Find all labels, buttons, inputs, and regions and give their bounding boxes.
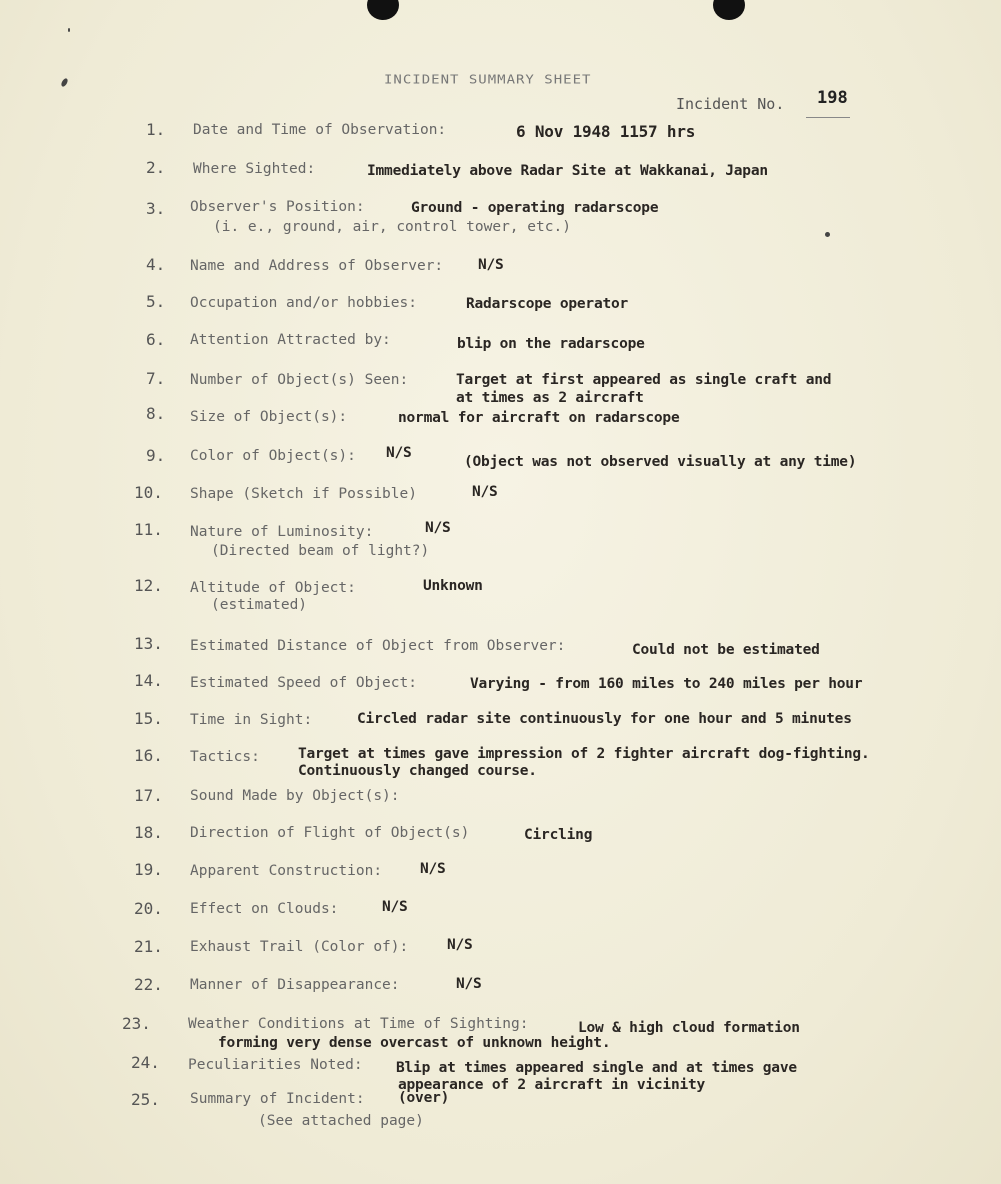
item-label: Apparent Construction: <box>190 863 383 879</box>
item-number: 7. <box>146 369 166 388</box>
item-answer: N/S <box>447 937 473 953</box>
item-answer: Varying - from 160 miles to 240 miles per hour <box>470 676 863 692</box>
item-sublabel: (estimated) <box>211 597 308 613</box>
item-number: 20. <box>134 899 163 918</box>
item-number: 8. <box>146 404 166 423</box>
item-number: 22. <box>134 975 163 994</box>
item-answer-continued: forming very dense overcast of unknown height. <box>218 1035 611 1051</box>
item-label: Where Sighted: <box>193 161 316 177</box>
item-label: Estimated Speed of Object: <box>190 675 417 691</box>
item-label: Estimated Distance of Object from Observer: <box>190 638 566 654</box>
item-label: Attention Attracted by: <box>190 332 391 348</box>
item-number: 11. <box>134 520 163 539</box>
item-number: 16. <box>134 746 163 765</box>
item-number: 18. <box>134 823 163 842</box>
item-answer: Ground - operating radarscope <box>411 200 659 216</box>
item-answer: Circled radar site continuously for one hour and 5 minutes <box>357 711 852 727</box>
item-label: Color of Object(s): <box>190 448 356 464</box>
item-number: 1. <box>146 120 166 139</box>
item-answer-continued: (Object was not observed visually at any time) <box>464 454 857 470</box>
item-answer: (over) <box>398 1090 450 1106</box>
item-number: 17. <box>134 786 163 805</box>
item-label: Altitude of Object: <box>190 580 356 596</box>
item-answer: Immediately above Radar Site at Wakkanai, Japan <box>367 163 768 179</box>
punch-hole-right <box>713 0 745 20</box>
item-sublabel: (Directed beam of light?) <box>211 543 430 559</box>
punch-hole-left <box>367 0 399 20</box>
item-answer: Unknown <box>423 578 483 594</box>
ink-speck <box>825 232 830 237</box>
item-label: Peculiarities Noted: <box>188 1057 363 1073</box>
item-label: Date and Time of Observation: <box>193 122 447 138</box>
item-label: Shape (Sketch if Possible) <box>190 486 417 502</box>
item-answer: Target at first appeared as single craft and <box>456 372 832 388</box>
item-answer: N/S <box>478 257 504 273</box>
item-answer: Radarscope operator <box>466 296 629 312</box>
item-number: 23. <box>122 1014 151 1033</box>
item-number: 9. <box>146 446 166 465</box>
incident-number: 198 <box>817 88 848 108</box>
incident-number-label: Incident No. <box>676 95 785 113</box>
item-answer: Target at times gave impression of 2 fighter aircraft dog-fighting. <box>298 746 870 762</box>
item-label: Tactics: <box>190 749 260 765</box>
item-answer: N/S <box>456 976 482 992</box>
item-answer: Circling <box>524 827 593 843</box>
item-label: Sound Made by Object(s): <box>190 788 400 804</box>
document-title: INCIDENT SUMMARY SHEET <box>384 72 592 88</box>
item-label: Size of Object(s): <box>190 409 348 425</box>
footer-note: (See attached page) <box>258 1113 424 1129</box>
item-number: 21. <box>134 937 163 956</box>
item-label: Weather Conditions at Time of Sighting: <box>188 1016 529 1032</box>
item-number: 19. <box>134 860 163 879</box>
item-number: 4. <box>146 255 166 274</box>
item-label: Summary of Incident: <box>190 1091 365 1107</box>
item-label: Name and Address of Observer: <box>190 258 444 274</box>
item-number: 10. <box>134 483 163 502</box>
incident-number-underline <box>806 117 850 118</box>
item-answer-continued: at times as 2 aircraft <box>456 390 644 406</box>
item-label: Nature of Luminosity: <box>190 524 374 540</box>
ink-speck <box>68 28 70 32</box>
item-answer: Low & high cloud formation <box>578 1020 800 1036</box>
item-number: 15. <box>134 709 163 728</box>
item-label: Exhaust Trail (Color of): <box>190 939 409 955</box>
item-number: 3. <box>146 199 166 218</box>
item-answer: Blip at times appeared single and at times gave <box>396 1060 797 1076</box>
item-label: Direction of Flight of Object(s) <box>190 825 470 841</box>
item-answer: 6 Nov 1948 1157 hrs <box>516 122 696 141</box>
item-answer: N/S <box>472 484 498 500</box>
item-label: Observer's Position: <box>190 199 365 215</box>
item-answer: N/S <box>420 861 446 877</box>
item-label: Number of Object(s) Seen: <box>190 372 409 388</box>
item-answer-continued: appearance of 2 aircraft in vicinity <box>398 1077 706 1093</box>
item-answer: blip on the radarscope <box>457 336 645 352</box>
item-label: Time in Sight: <box>190 712 313 728</box>
item-number: 2. <box>146 158 166 177</box>
item-number: 6. <box>146 330 166 349</box>
item-answer-continued: Continuously changed course. <box>298 763 537 779</box>
item-number: 5. <box>146 292 166 311</box>
item-label: Effect on Clouds: <box>190 901 339 917</box>
item-number: 25. <box>131 1090 160 1109</box>
item-label: Manner of Disappearance: <box>190 977 400 993</box>
item-answer: N/S <box>425 520 451 536</box>
item-answer: N/S <box>382 899 408 915</box>
item-answer: N/S <box>386 445 412 461</box>
item-number: 24. <box>131 1053 160 1072</box>
item-label: Occupation and/or hobbies: <box>190 295 417 311</box>
item-answer: Could not be estimated <box>632 642 820 658</box>
ink-speck <box>60 77 69 87</box>
item-number: 12. <box>134 576 163 595</box>
item-number: 14. <box>134 671 163 690</box>
item-answer: normal for aircraft on radarscope <box>398 410 680 426</box>
item-number: 13. <box>134 634 163 653</box>
item-sublabel: (i. e., ground, air, control tower, etc.) <box>213 219 571 235</box>
